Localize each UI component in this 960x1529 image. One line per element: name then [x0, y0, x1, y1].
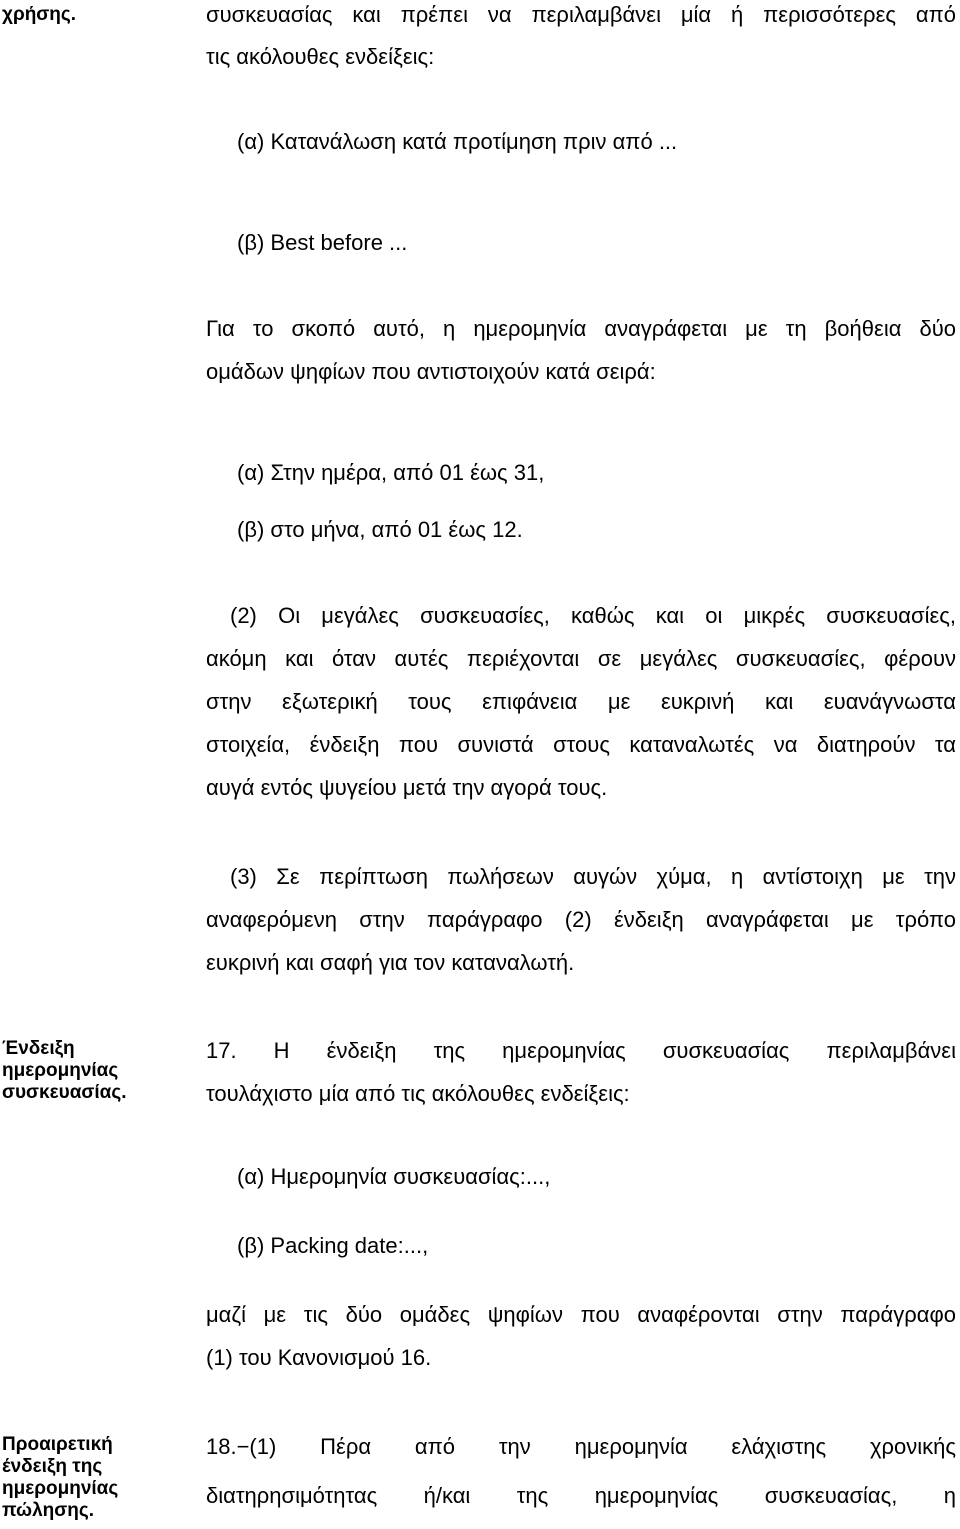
margin-heading-line: Προαιρετική: [2, 1434, 113, 1455]
margin-heading-line: συσκευασίας.: [2, 1082, 127, 1103]
body-line: στοιχεία, ένδειξη που συνιστά στους καταναλωτές να διατηρούν τα: [206, 732, 956, 757]
body-line: (3) Σε περίπτωση πωλήσεων αυγών χύμα, η αντίστοιχη με την: [230, 864, 956, 889]
body-line: ακόμη και όταν αυτές περιέχονται σε μεγάλες συσκευασίες, φέρουν: [206, 646, 956, 671]
margin-heading-17: [2, 1038, 127, 1104]
section-18-line: διατηρησιμότητας ή/και της ημερομηνίας συσκευασίας, η: [206, 1483, 956, 1508]
margin-heading-line: ημερομηνίας: [2, 1060, 119, 1081]
body-line: ευκρινή και σαφή για τον καταναλωτή.: [206, 950, 575, 975]
list-item: (β) Best before ...: [237, 230, 408, 255]
margin-heading-line: ένδειξη της: [2, 1456, 103, 1477]
margin-heading-line: πώλησης.: [2, 1500, 95, 1521]
body-line: συσκευασίας και πρέπει να περιλαμβάνει μία ή περισσότερες από: [206, 2, 956, 27]
section-18-line: 18.−(1) Πέρα από την ημερομηνία ελάχιστης χρονικής: [206, 1434, 956, 1459]
list-item: (β) Packing date:...,: [237, 1233, 429, 1258]
list-item: (α) Ημερομηνία συσκευασίας:...,: [237, 1164, 551, 1189]
section-17-line: τουλάχιστο μία από τις ακόλουθες ενδείξεις:: [206, 1081, 630, 1106]
body-line: Για το σκοπό αυτό, η ημερομηνία αναγράφεται με τη βοήθεια δύο: [206, 316, 956, 341]
body-line: ομάδων ψηφίων που αντιστοιχούν κατά σειρά:: [206, 359, 656, 384]
body-line: αυγά εντός ψυγείου μετά την αγορά τους.: [206, 775, 608, 800]
body-line: τις ακόλουθες ενδείξεις:: [206, 44, 435, 69]
margin-heading-text: χρήσης.: [2, 4, 77, 25]
body-line: (1) του Κανονισμού 16.: [206, 1345, 432, 1370]
margin-heading-top: [2, 4, 76, 26]
margin-heading-line: Ένδειξη: [2, 1038, 75, 1059]
list-item: (β) στο μήνα, από 01 έως 12.: [237, 517, 523, 542]
body-line: (2) Οι μεγάλες συσκευασίες, καθώς και οι μικρές συσκευασίες,: [230, 603, 956, 628]
body-line: αναφερόμενη στην παράγραφο (2) ένδειξη αναγράφεται με τρόπο: [206, 907, 956, 932]
margin-heading-line: ημερομηνίας: [2, 1478, 119, 1499]
body-line: μαζί με τις δύο ομάδες ψηφίων που αναφέρονται στην παράγραφο: [206, 1302, 956, 1327]
list-item: (α) Κατανάλωση κατά προτίμηση πριν από ...: [237, 129, 678, 154]
list-item: (α) Στην ημέρα, από 01 έως 31,: [237, 460, 545, 485]
body-line: στην εξωτερική τους επιφάνεια με ευκρινή και ευανάγνωστα: [206, 689, 956, 714]
section-17-line: 17. Η ένδειξη της ημερομηνίας συσκευασίας περιλαμβάνει: [206, 1038, 956, 1063]
margin-heading-18: [2, 1434, 118, 1522]
